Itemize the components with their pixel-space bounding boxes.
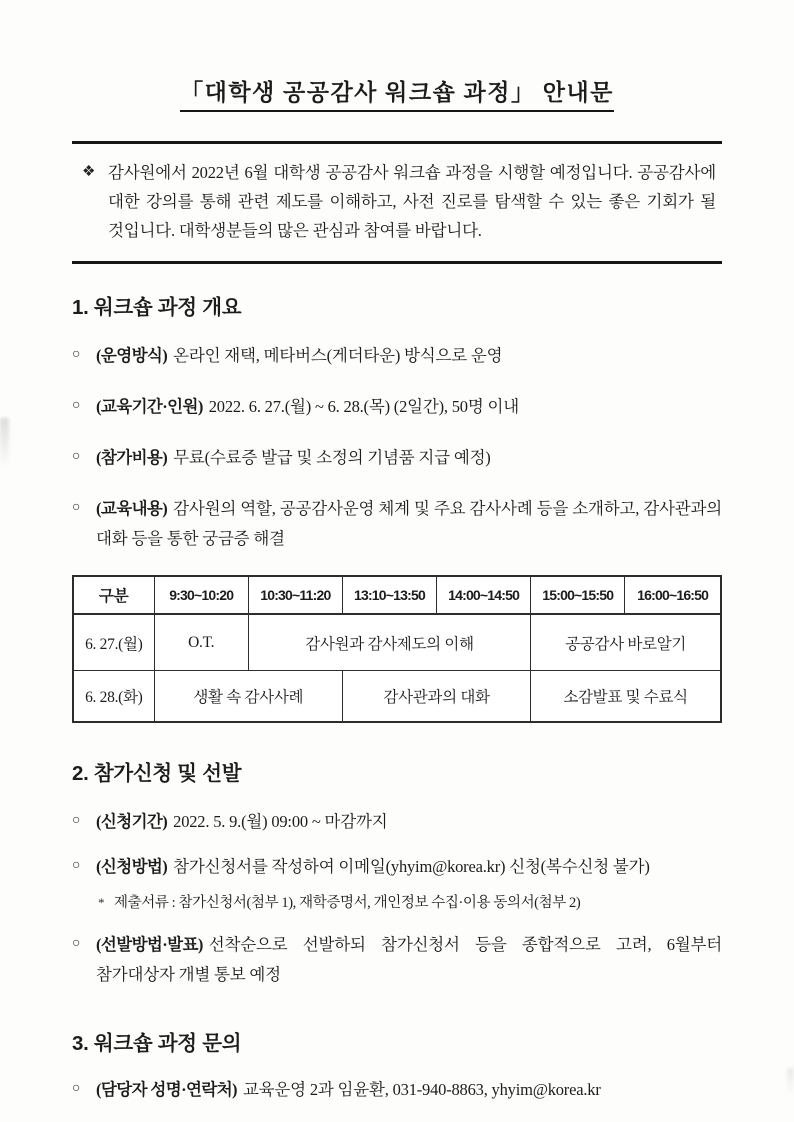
column-header: 13:10~13:50 bbox=[342, 576, 436, 614]
intro-box bbox=[72, 141, 722, 264]
list-item bbox=[72, 443, 722, 473]
circle-bullet-icon: ○ bbox=[72, 858, 81, 873]
schedule-cell: 감사원과 감사제도의 이해 bbox=[248, 614, 530, 671]
section-contact bbox=[72, 1026, 722, 1105]
list-item bbox=[72, 852, 722, 882]
date-cell: 6. 28.(화) bbox=[73, 671, 154, 723]
note-line bbox=[98, 891, 722, 915]
column-header: 16:00~16:50 bbox=[625, 576, 721, 614]
list-item bbox=[72, 341, 722, 371]
item-label: (담당자 성명·연락처) bbox=[96, 1080, 237, 1099]
circle-bullet-icon: ○ bbox=[72, 398, 81, 413]
schedule-cell: 감사관과의 대화 bbox=[342, 671, 530, 723]
item-text: 무료(수료증 발급 및 소정의 기념품 지급 예정) bbox=[173, 448, 491, 467]
circle-bullet-icon: ○ bbox=[72, 449, 81, 464]
item-label: (신청기간) bbox=[96, 812, 168, 831]
schedule-cell: O.T. bbox=[154, 614, 248, 671]
circle-bullet-icon: ○ bbox=[72, 500, 81, 515]
list-item bbox=[72, 494, 722, 554]
intro-text: 감사원에서 2022년 6월 대학생 공공감사 워크숍 과정을 시행할 예정입니다. 공공감사에 대한 강의를 통해 관련 제도를 이해하고, 사전 진로를 탐색할 수 있는 좋은 기회가 될 것입니다. 대학생분들의 많은 관심과 참여를 바랍니다. bbox=[108, 163, 716, 240]
column-header: 구분 bbox=[73, 576, 154, 614]
table-row bbox=[73, 614, 721, 671]
item-text: 참가신청서를 작성하여 이메일(yhyim@korea.kr) 신청(복수신청 불가) bbox=[173, 857, 650, 876]
section-heading: 3. 워크숍 과정 문의 bbox=[72, 1032, 242, 1055]
table-header-row bbox=[73, 576, 721, 614]
schedule-cell: 공공감사 바로알기 bbox=[531, 614, 721, 671]
item-text: 2022. 6. 27.(월) ~ 6. 28.(목) (2일간), 50명 이내 bbox=[208, 397, 520, 416]
circle-bullet-icon: ○ bbox=[72, 1081, 81, 1096]
asterisk-icon: * bbox=[98, 895, 105, 910]
table-row bbox=[73, 671, 721, 723]
item-label: (신청방법) bbox=[96, 857, 168, 876]
note-text: 제출서류 : 참가신청서(첨부 1), 재학증명서, 개인정보 수집·이용 동의서(첨부 2) bbox=[114, 895, 581, 911]
list-item bbox=[72, 930, 722, 990]
item-label: (교육기간·인원) bbox=[96, 397, 203, 416]
item-label: (참가비용) bbox=[96, 448, 168, 467]
item-text: 온라인 재택, 메타버스(게더타운) 방식으로 운영 bbox=[173, 346, 503, 365]
item-text: 선착순으로 선발하되 참가신청서 등을 종합적으로 고려, 6월부터 참가대상자 개별 통보 예정 bbox=[96, 935, 722, 984]
item-label: (운영방식) bbox=[96, 346, 168, 365]
section-application bbox=[72, 756, 722, 990]
diamond-bullet-icon: ❖ bbox=[82, 164, 96, 180]
section-heading: 1. 워크숍 과정 개요 bbox=[72, 296, 242, 319]
item-text: 2022. 5. 9.(월) 09:00 ~ 마감까지 bbox=[173, 812, 388, 831]
scan-artifact bbox=[787, 1068, 794, 1094]
scan-artifact bbox=[0, 418, 9, 466]
column-header: 15:00~15:50 bbox=[531, 576, 625, 614]
page-title: 「대학생 공공감사 워크숍 과정」 안내문 bbox=[180, 74, 614, 112]
item-label: (선발방법·발표) bbox=[96, 935, 203, 954]
schedule-cell: 생활 속 감사사례 bbox=[154, 671, 342, 723]
section-heading: 2. 참가신청 및 선발 bbox=[72, 762, 242, 785]
list-item bbox=[72, 807, 722, 837]
circle-bullet-icon: ○ bbox=[72, 347, 81, 362]
column-header: 9:30~10:20 bbox=[154, 576, 248, 614]
list-item bbox=[72, 392, 722, 422]
column-header: 14:00~14:50 bbox=[437, 576, 531, 614]
list-item bbox=[72, 1075, 722, 1105]
date-cell: 6. 27.(월) bbox=[73, 614, 154, 671]
section-workshop-overview bbox=[72, 290, 722, 723]
column-header: 10:30~11:20 bbox=[248, 576, 342, 614]
circle-bullet-icon: ○ bbox=[72, 813, 81, 828]
schedule-table bbox=[72, 575, 722, 723]
item-text: 감사원의 역할, 공공감사운영 체계 및 주요 감사사례 등을 소개하고, 감사관과의 대화 등을 통한 궁금증 해결 bbox=[96, 499, 722, 548]
schedule-cell: 소감발표 및 수료식 bbox=[531, 671, 721, 723]
item-label: (교육내용) bbox=[96, 499, 168, 518]
circle-bullet-icon: ○ bbox=[72, 936, 81, 951]
item-text: 교육운영 2과 임윤환, 031-940-8863, yhyim@korea.kr bbox=[242, 1080, 601, 1099]
